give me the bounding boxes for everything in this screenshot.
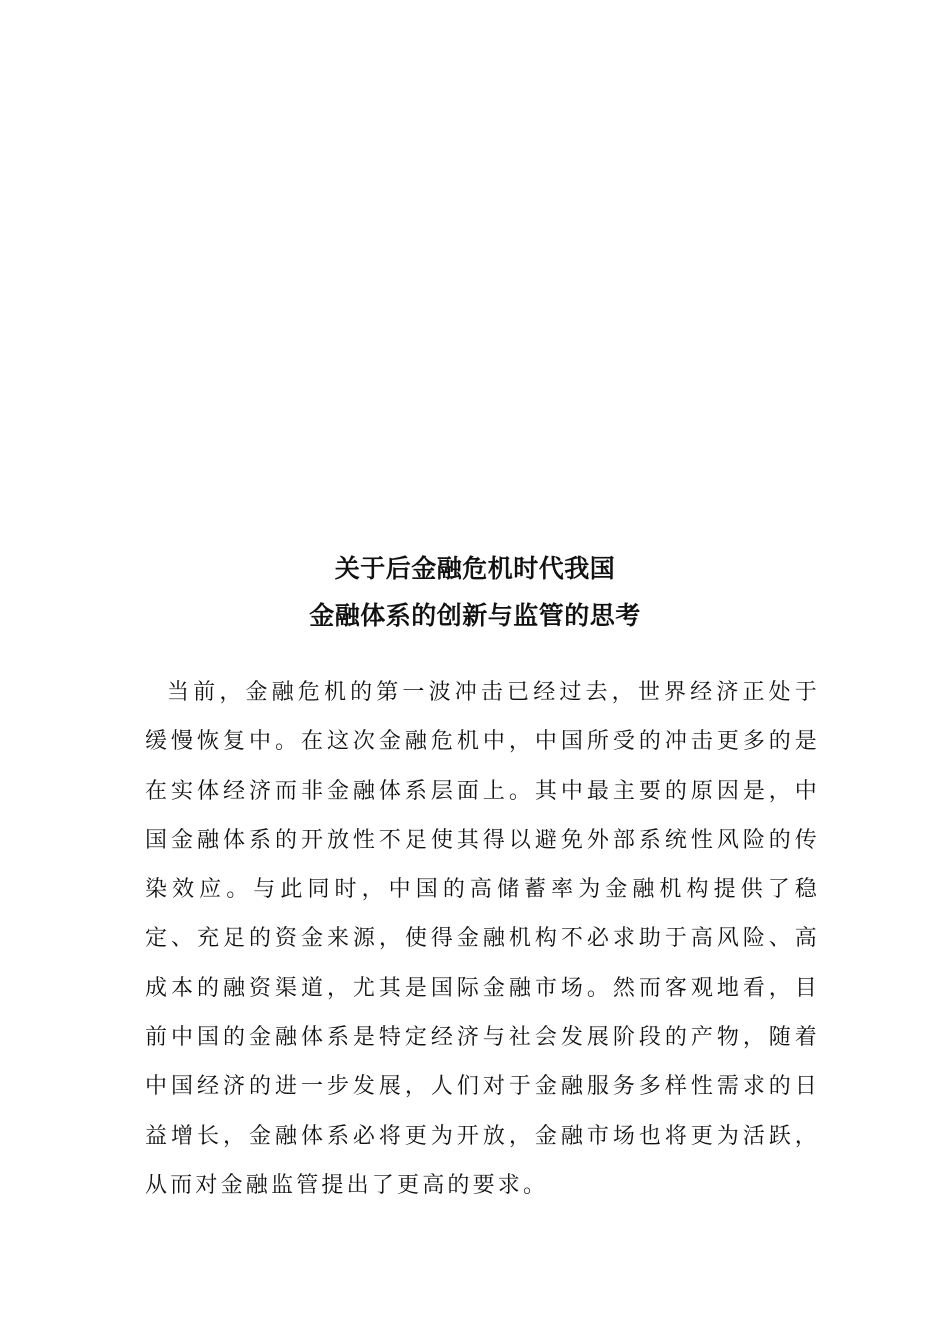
document-title [0, 545, 950, 639]
title-line-1: 关于后金融危机时代我国 [334, 554, 616, 583]
title-line-2: 金融体系的创新与监管的思考 [309, 601, 641, 630]
body-paragraph: 当前，金融危机的第一波冲击已经过去，世界经济正处于缓慢恢复中。在这次金融危机中，中国所受的冲击更多的是在实体经济而非金融体系层面上。其中最主要的原因是，中国金融体系的开放性不足使其得以避免外部系统性风险的传染效应。与此同时，中国的高储蓄率为金融机构提供了稳定、充足的资金来源，使得金融机构不必求助于高风险、高成本的融资渠道，尤其是国际金融市场。然而客观地看，目前中国的金融体系是特定经济与社会发展阶段的产物，随着中国经济的进一步发展，人们对于金融服务多样性需求的日益增长，金融体系必将更为开放，金融市场也将更为活跃，从而对金融监管提出了更高的要求。 [145, 680, 820, 1198]
